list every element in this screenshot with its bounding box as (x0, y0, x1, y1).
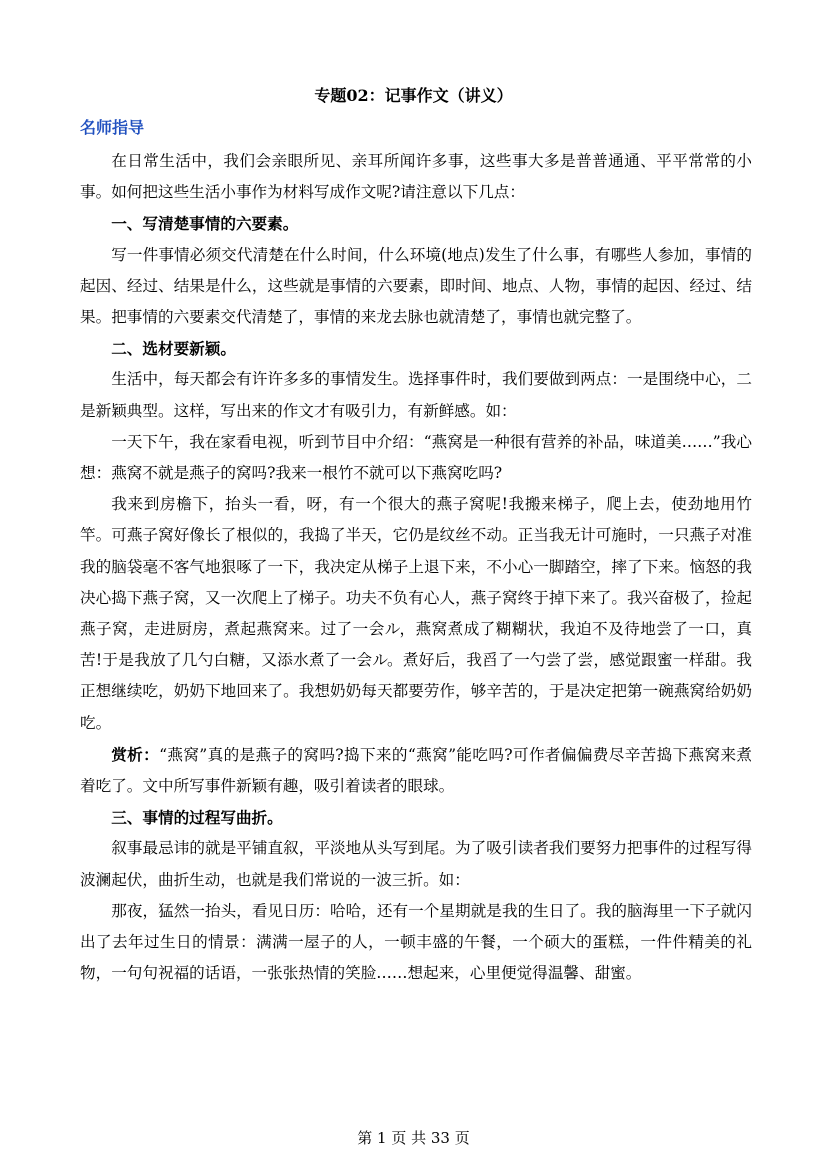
paragraph-example-3: 那夜，猛然一抬头，看见日历：哈哈，还有一个星期就是我的生日了。我的脑海里一下子就闪出了去年过生日的情景：满满一屋子的人，一顿丰盛的午餐，一个硕大的蛋糕，一件件精美的礼物，一句句祝福的话语，一张张热情的笑脸……想起来，心里便觉得温馨、甜蜜。 (80, 901, 752, 983)
section-label: 名师指导 (80, 118, 145, 137)
document-title: 专题02：记事作文（讲义） (314, 86, 513, 105)
heading-twists: 三、事情的过程写曲折。 (111, 808, 283, 828)
document-body (80, 146, 752, 989)
paragraph-example-2: 我来到房檐下，抬头一看，呀，有一个很大的燕子窝呢!我搬来梯子，爬上去，使劲地用竹竿。可燕子窝好像长了根似的，我捣了半天，它仍是纹丝不动。正当我无计可施时，一只燕子对准我的脑袋毫不客气地狠啄了一下，我决定从梯子上退下来，不小心一脚踏空，摔了下来。恼怒的我决心捣下燕子窝，又一次爬上了梯子。功夫不负有心人，燕子窝终于掉下来了。我兴奋极了，捡起燕子窝，走进厨房，煮起燕窝来。过了一会ル，燕窝煮成了糊糊状，我迫不及待地尝了一口，真苦!于是我放了几勺白糖，又添水煮了一会ル。煮好后，我舀了一勺尝了尝，感觉跟蜜一样甜。我正想继续吃，奶奶下地回来了。我想奶奶每天都要劳作，够辛苦的，于是决定把第一碗燕窝给奶奶吃。 (80, 495, 752, 732)
heading-novel-material: 二、选材要新颖。 (111, 339, 236, 359)
paragraph-twists: 叙事最忌讳的就是平铺直叙，平淡地从头写到尾。为了吸引读者我们要努力把事件的过程写得波澜起伏，曲折生动，也就是我们常说的一波三折。如： (80, 839, 752, 889)
paragraph-novel-material: 生活中，每天都会有许许多多的事情发生。选择事件时，我们要做到两点：一是围绕中心，二是新颖典型。这样，写出来的作文才有吸引力，有新鲜感。如： (80, 370, 752, 420)
paragraph-intro: 在日常生活中，我们会亲眼所见、亲耳所闻许多事，这些事大多是普普通通、平平常常的小事。如何把这些生活小事作为材料写成作文呢?请注意以下几点： (80, 152, 752, 202)
paragraph-six-elements: 写一件事情必须交代清楚在什么时间，什么环境(地点)发生了什么事，有哪些人参加，事情的起因、经过、结果是什么，这些就是事情的六要素，即时间、地点、人物，事情的起因、经过、结果。把事情的六要素交代清楚了，事情的来龙去脉也就清楚了，事情也就完整了。 (80, 245, 752, 327)
appreciation-label: 赏析： (111, 744, 160, 764)
appreciation-text: “燕窝”真的是燕子的窝吗?捣下来的“燕窝”能吃吗?可作者偏偏费尽辛苦捣下燕窝来煮着吃了。文中所写事件新颖有趣，吸引着读者的眼球。 (80, 745, 752, 796)
heading-six-elements: 一、写清楚事情的六要素。 (111, 214, 299, 234)
paragraph-appreciation (80, 739, 752, 802)
page-footer: 第 1 页 共 33 页 (357, 1129, 470, 1147)
paragraph-example-1: 一天下午，我在家看电视，听到节目中介绍：“燕窝是一种很有营养的补品，味道美……”我心想：燕窝不就是燕子的窝吗?我来一根竹不就可以下燕窝吃吗? (80, 432, 752, 483)
